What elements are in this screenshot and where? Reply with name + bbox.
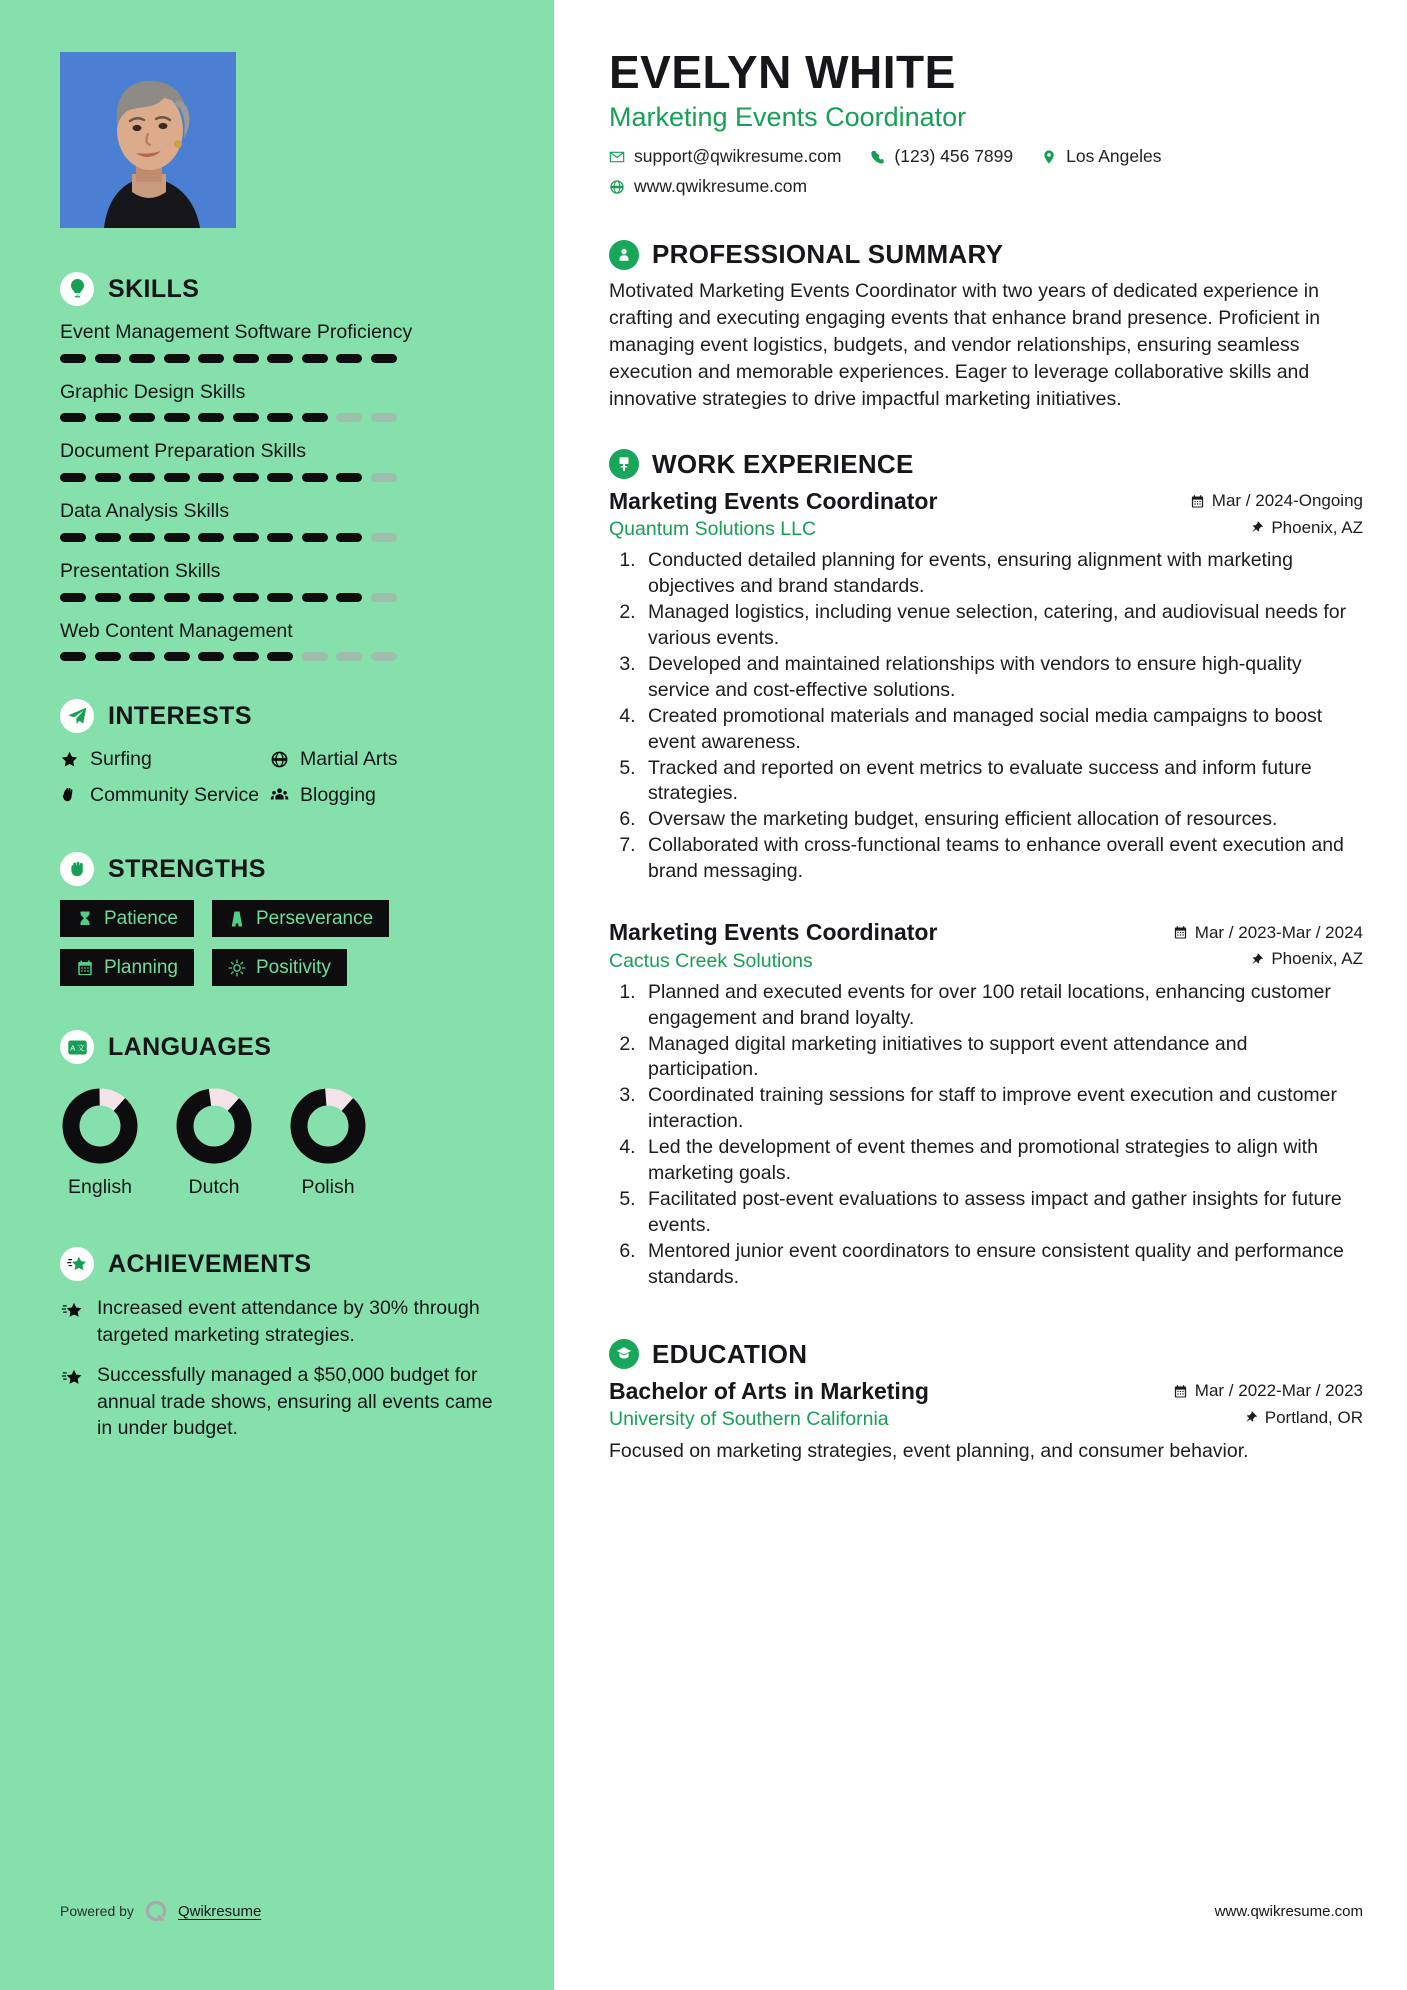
strengths-section <box>60 852 494 986</box>
skill-dash <box>164 533 190 542</box>
main-column <box>554 0 1407 1990</box>
interest-label: Surfing <box>90 748 152 771</box>
skill-dash <box>198 354 224 363</box>
globe-icon <box>270 750 289 769</box>
achievement-item <box>60 1362 494 1442</box>
job-bullet: 3. Coordinated training sessions for staff to improve event execution and customer interaction. <box>641 1083 1363 1135</box>
skills-section <box>60 272 494 661</box>
interest-item <box>270 747 494 772</box>
phone-icon <box>869 149 885 165</box>
skill-dash <box>60 593 86 602</box>
interests-list <box>60 747 494 808</box>
skill-dash <box>267 652 293 661</box>
skill-row <box>60 320 494 363</box>
language-donut-chart <box>60 1086 140 1166</box>
skill-dash <box>233 652 259 661</box>
summary-header <box>609 239 1363 270</box>
job-bullet: 1. Conducted detailed planning for events, ensuring alignment with marketing objectives and brand standards. <box>641 548 1363 600</box>
summary-text: Motivated Marketing Events Coordinator with two years of dedicated experience in crafting and executing engaging events that enhance brand presence. Proficient in managing event logistics, budgets, and vendor relationships, ensuring seamless execution and memorable experiences. Eager to leverage collaborative skills and innovative strategies to drive impactful marketing initiatives. <box>609 280 1321 410</box>
job-location <box>1249 518 1363 538</box>
skill-row <box>60 380 494 423</box>
strength-chip <box>60 949 194 986</box>
languages-title: LANGUAGES <box>108 1032 272 1061</box>
language-item <box>60 1086 140 1199</box>
skill-row <box>60 439 494 482</box>
strength-label: Planning <box>104 957 178 979</box>
job-location-text: Phoenix, AZ <box>1271 517 1363 537</box>
skill-level-meter <box>60 413 494 422</box>
job-date <box>1173 923 1363 943</box>
skill-dash <box>164 413 190 422</box>
contact-item-map-pin[interactable] <box>1041 146 1161 167</box>
skill-dash <box>60 413 86 422</box>
star-badge-icon <box>60 1247 94 1281</box>
strength-label: Positivity <box>255 957 331 979</box>
website-text: www.qwikresume.com <box>634 176 808 197</box>
job-bullet: 6. Mentored junior event coordinators to ensure consistent quality and performance standards. <box>641 1239 1363 1291</box>
svg-text:文: 文 <box>76 1043 85 1053</box>
job-bullet: 7. Collaborated with cross-functional teams to enhance overall event execution and brand messaging. <box>641 833 1363 885</box>
education-degree-row <box>609 1378 1363 1405</box>
users-icon <box>270 786 289 805</box>
achievement-text: Successfully managed a $50,000 budget for annual trade shows, ensuring all events came in under budget. <box>97 1364 493 1440</box>
language-label: Dutch <box>188 1176 240 1199</box>
skill-dash <box>164 354 190 363</box>
work-title: WORK EXPERIENCE <box>652 448 914 479</box>
strengths-header <box>60 852 494 886</box>
education-location-text: Portland, OR <box>1264 1407 1363 1427</box>
job-title: Marketing Events Coordinator <box>609 919 938 946</box>
profile-photo <box>60 52 236 228</box>
job-title: Marketing Events Coordinator <box>609 487 938 514</box>
job-company-row <box>609 518 1363 542</box>
powered-by-label: Powered by <box>60 1903 134 1919</box>
achievements-section <box>60 1247 494 1442</box>
achievements-title: ACHIEVEMENTS <box>108 1249 312 1278</box>
language-donut-chart <box>174 1086 254 1166</box>
hourglass-icon <box>76 910 94 928</box>
jobs-list <box>609 488 1363 1291</box>
skill-dash <box>60 473 86 482</box>
contact-item-phone[interactable] <box>869 146 1013 167</box>
strengths-list <box>60 900 494 986</box>
skill-dash <box>233 413 259 422</box>
globe-icon <box>609 179 625 195</box>
skill-dash <box>336 533 362 542</box>
skill-level-meter <box>60 593 494 602</box>
skills-list <box>60 320 494 661</box>
calendar-icon <box>1173 1384 1188 1399</box>
education-title: EDUCATION <box>652 1338 808 1369</box>
language-label: Polish <box>301 1176 355 1199</box>
skill-dash <box>95 473 121 482</box>
paper-plane-icon <box>60 699 94 733</box>
job-bullet: 4. Led the development of event themes and promotional strategies to align with marketing goals. <box>641 1135 1363 1187</box>
portrait-illustration <box>60 52 236 228</box>
skill-dash <box>129 354 155 363</box>
skill-dash <box>60 533 86 542</box>
skill-dash <box>336 652 362 661</box>
interest-label: Community Service <box>90 783 260 806</box>
job-bullet: 1. Planned and executed events for over 100 retail locations, enhancing customer engagement and brand loyalty. <box>641 980 1363 1032</box>
road-icon <box>228 910 246 928</box>
skill-dash <box>336 593 362 602</box>
skills-header <box>60 272 494 306</box>
interest-item <box>270 783 494 808</box>
skill-dash <box>95 652 121 661</box>
graduation-icon <box>609 1339 639 1369</box>
strength-chip <box>212 949 347 986</box>
skill-dash <box>129 593 155 602</box>
education-header <box>609 1339 1363 1370</box>
job-location <box>1249 949 1363 969</box>
skill-name: Web Content Management <box>60 619 293 642</box>
skill-dash <box>336 473 362 482</box>
contact-line-primary <box>609 146 1363 167</box>
pin-icon <box>1249 952 1264 967</box>
skill-dash <box>198 533 224 542</box>
job-bullet-list <box>641 548 1363 885</box>
job-bullet: 6. Oversaw the marketing budget, ensuring efficient allocation of resources. <box>641 807 1363 833</box>
skill-dash <box>371 473 397 482</box>
skill-dash <box>164 593 190 602</box>
job-bullet: 4. Created promotional materials and managed social media campaigns to boost event awareness. <box>641 704 1363 756</box>
education-school-row <box>609 1408 1363 1432</box>
skill-name: Presentation Skills <box>60 559 221 582</box>
job-bullet: 3. Developed and maintained relationships with vendors to ensure high-quality service and cost-effective solutions. <box>641 652 1363 704</box>
skill-dash <box>371 593 397 602</box>
skill-dash <box>95 354 121 363</box>
language-label: English <box>68 1176 132 1199</box>
skill-level-meter <box>60 473 494 482</box>
language-item <box>288 1086 368 1199</box>
skill-dash <box>371 652 397 661</box>
interest-label: Blogging <box>300 783 376 806</box>
skill-row <box>60 499 494 542</box>
job-company: Cactus Creek Solutions <box>609 949 813 972</box>
map-pin-icon <box>1041 149 1057 165</box>
contact-text: Los Angeles <box>1066 146 1162 167</box>
skill-dash <box>95 413 121 422</box>
job-bullet: 5. Facilitated post-event evaluations to assess impact and gather insights for future events. <box>641 1187 1363 1239</box>
languages-section <box>60 1030 494 1199</box>
job-date-text: Mar / 2023-Mar / 2024 <box>1194 922 1363 942</box>
skill-dash <box>198 652 224 661</box>
skills-title: SKILLS <box>108 274 200 303</box>
briefcase-chair-icon <box>609 449 639 479</box>
job-role-subtitle: Marketing Events Coordinator <box>609 101 967 132</box>
skill-row <box>60 619 494 662</box>
interest-label: Martial Arts <box>300 748 398 771</box>
education-date <box>1173 1381 1363 1401</box>
job-bullet: 2. Managed digital marketing initiatives to support event attendance and participation. <box>641 1032 1363 1084</box>
skill-dash <box>267 533 293 542</box>
skill-dash <box>302 533 328 542</box>
skill-dash <box>95 593 121 602</box>
svg-text:A: A <box>69 1043 75 1053</box>
job-bullet: 5. Tracked and reported on event metrics to evaluate success and inform future strategies. <box>641 756 1363 808</box>
professional-summary-section <box>609 239 1363 413</box>
job-date <box>1190 491 1363 511</box>
skill-dash <box>129 652 155 661</box>
q-logo-icon <box>143 1898 169 1924</box>
hand-icon <box>60 786 79 805</box>
job-bullet-list <box>641 980 1363 1291</box>
skill-dash <box>302 652 328 661</box>
sidebar-footer <box>60 1898 261 1924</box>
contact-line-website <box>609 176 1363 197</box>
skill-level-meter <box>60 354 494 363</box>
star-badge-icon <box>60 1367 85 1389</box>
skill-dash <box>371 354 397 363</box>
skill-dash <box>336 354 362 363</box>
skill-name: Event Management Software Proficiency <box>60 321 413 343</box>
skill-level-meter <box>60 652 494 661</box>
pin-icon <box>1243 1410 1258 1425</box>
skill-dash <box>233 593 259 602</box>
job-title-row <box>609 919 1363 946</box>
skill-dash <box>302 473 328 482</box>
contact-item-website[interactable] <box>609 176 807 197</box>
contact-info <box>609 146 1363 197</box>
achievement-item <box>60 1295 494 1348</box>
interest-item <box>60 783 266 808</box>
strength-chip <box>212 900 389 937</box>
contact-text: (123) 456 7899 <box>894 146 1014 167</box>
skill-dash <box>267 354 293 363</box>
interest-item <box>60 747 266 772</box>
achievements-header <box>60 1247 494 1281</box>
skill-name: Document Preparation Skills <box>60 440 307 463</box>
skill-dash <box>267 413 293 422</box>
calendar-icon <box>1173 925 1188 940</box>
work-experience-section <box>609 449 1363 1291</box>
contact-item-envelope[interactable] <box>609 146 841 167</box>
skill-dash <box>233 473 259 482</box>
job-date-text: Mar / 2024-Ongoing <box>1211 491 1363 511</box>
calendar-icon <box>76 959 94 977</box>
education-section <box>609 1339 1363 1465</box>
sun-icon <box>228 959 246 977</box>
page-title: EVELYN WHITE <box>609 46 956 98</box>
job-entry <box>609 919 1363 1291</box>
skill-dash <box>267 473 293 482</box>
contact-text: support@qwikresume.com <box>634 146 842 167</box>
skill-dash <box>164 652 190 661</box>
skill-name: Graphic Design Skills <box>60 380 246 403</box>
main-footer-site: www.qwikresume.com <box>1214 1903 1363 1920</box>
skill-level-meter <box>60 533 494 542</box>
achievement-text: Increased event attendance by 30% through targeted marketing strategies. <box>97 1297 480 1346</box>
job-location-text: Phoenix, AZ <box>1271 949 1363 969</box>
skill-dash <box>302 354 328 363</box>
interests-title: INTERESTS <box>108 701 252 730</box>
lightbulb-icon <box>60 272 94 306</box>
skill-dash <box>371 533 397 542</box>
skill-dash <box>336 413 362 422</box>
education-school: University of Southern California <box>609 1408 889 1431</box>
job-company-row <box>609 949 1363 973</box>
skill-name: Data Analysis Skills <box>60 500 230 523</box>
skill-dash <box>60 652 86 661</box>
skill-dash <box>129 533 155 542</box>
skill-dash <box>129 473 155 482</box>
skill-dash <box>95 533 121 542</box>
strength-label: Perseverance <box>255 908 374 930</box>
skill-row <box>60 559 494 602</box>
education-date-text: Mar / 2022-Mar / 2023 <box>1194 1381 1363 1401</box>
education-list <box>609 1378 1363 1465</box>
skill-dash <box>164 473 190 482</box>
education-degree: Bachelor of Arts in Marketing <box>609 1377 929 1404</box>
achievements-list <box>60 1295 494 1442</box>
language-donut-chart <box>288 1086 368 1166</box>
skill-dash <box>371 413 397 422</box>
languages-list <box>60 1086 494 1199</box>
skill-dash <box>198 593 224 602</box>
skill-dash <box>267 593 293 602</box>
job-bullet: 2. Managed logistics, including venue selection, catering, and audiovisual needs for various events. <box>641 600 1363 652</box>
job-title-row <box>609 488 1363 515</box>
skill-dash <box>198 413 224 422</box>
skill-dash <box>60 354 86 363</box>
education-entry <box>609 1378 1363 1465</box>
skill-dash <box>233 354 259 363</box>
user-circle-icon <box>609 240 639 270</box>
skill-dash <box>198 473 224 482</box>
education-description: Focused on marketing strategies, event planning, and consumer behavior. <box>609 1440 1249 1463</box>
language-item <box>174 1086 254 1199</box>
summary-title: PROFESSIONAL SUMMARY <box>652 239 1004 270</box>
languages-header <box>60 1030 494 1064</box>
star-icon <box>60 750 79 769</box>
skill-dash <box>302 593 328 602</box>
qwikresume-brand-link[interactable]: Qwikresume <box>177 1902 262 1920</box>
calendar-icon <box>1190 494 1205 509</box>
strengths-title: STRENGTHS <box>108 854 266 883</box>
envelope-icon <box>609 149 625 165</box>
interests-section <box>60 699 494 808</box>
strength-label: Patience <box>104 908 178 930</box>
job-company: Quantum Solutions LLC <box>609 518 817 541</box>
skill-dash <box>129 413 155 422</box>
interests-header <box>60 699 494 733</box>
star-badge-icon <box>60 1300 85 1322</box>
education-location <box>1243 1408 1363 1428</box>
work-header <box>609 449 1363 480</box>
sidebar <box>0 0 554 1990</box>
pin-icon <box>1249 520 1264 535</box>
fist-icon <box>60 852 94 886</box>
skill-dash <box>233 533 259 542</box>
language-icon <box>60 1030 94 1064</box>
job-entry <box>609 488 1363 885</box>
strength-chip <box>60 900 194 937</box>
skill-dash <box>302 413 328 422</box>
